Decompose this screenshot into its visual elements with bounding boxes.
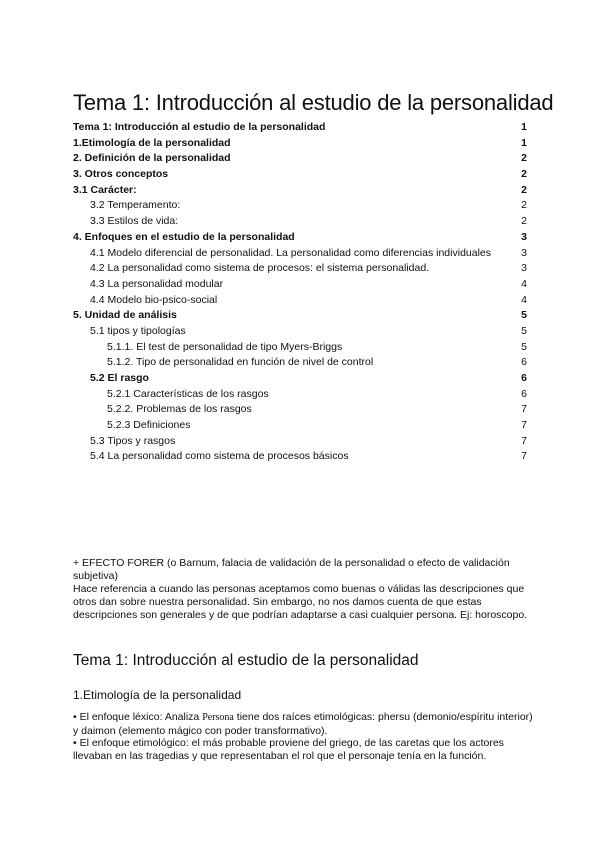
toc-entry-page: 1	[521, 121, 527, 133]
toc-entry-text: 5.1 tipos y tipologías	[90, 324, 186, 337]
toc-entry[interactable]	[73, 449, 527, 465]
forer-effect-note	[73, 557, 533, 622]
bullet-lexical	[73, 711, 535, 737]
toc-entry-text: 4.4 Modelo bio-psico-social	[90, 293, 218, 306]
toc-entry[interactable]	[73, 434, 527, 450]
toc-entry-page: 7	[521, 403, 527, 416]
subsection-title: 1.Etimología de la personalidad	[73, 688, 242, 702]
toc-entry-text: 5.2.3 Definiciones	[107, 419, 191, 432]
toc-entry[interactable]	[73, 151, 527, 167]
note-heading: + EFECTO FORER (o Barnum, falacia de validación de la personalidad o efecto de validación subjetiva)	[73, 557, 510, 582]
toc-entry-page: 5	[521, 340, 527, 353]
toc-entry[interactable]	[73, 198, 527, 214]
toc-entry-text: 4.1 Modelo diferencial de personalidad. La personalidad como diferencias individuales	[90, 246, 492, 259]
toc-entry-text: 3. Otros conceptos	[73, 168, 169, 181]
toc-entry-text: 5.4 La personalidad como sistema de procesos básicos	[90, 450, 349, 463]
toc-entry-page: 2	[521, 215, 527, 228]
toc-entry-page: 2	[521, 183, 527, 196]
toc-entry-text: 3.1 Carácter:	[73, 183, 137, 196]
toc-entry[interactable]	[73, 293, 527, 309]
toc-entry-text: 5.2.2. Problemas de los rasgos	[107, 403, 252, 416]
document-title: Tema 1: Introducción al estudio de la personalidad	[73, 90, 554, 115]
section-title: Tema 1: Introducción al estudio de la personalidad	[73, 652, 419, 669]
toc-entry[interactable]	[73, 324, 527, 340]
toc-entry[interactable]	[73, 277, 527, 293]
toc-entry-text: 5.2 El rasgo	[90, 372, 149, 384]
toc-entry-page: 7	[521, 450, 527, 463]
toc-entry-text: 4. Enfoques en el estudio de la personalidad	[73, 230, 295, 243]
toc-entry-page: 3	[521, 230, 527, 243]
toc-entry-text: 5.3 Tipos y rasgos	[90, 434, 176, 447]
toc-entry-page: 2	[521, 199, 527, 212]
toc-entry[interactable]	[73, 214, 527, 230]
toc-entry-page: 4	[521, 277, 527, 290]
persona-word: Persona	[202, 712, 234, 723]
toc-entry-page: 1	[521, 136, 527, 149]
toc-entry-page: 5	[521, 324, 527, 337]
toc-entry[interactable]	[73, 261, 527, 277]
toc-entry[interactable]	[73, 230, 527, 246]
toc-entry-text: 3.2 Temperamento:	[90, 199, 181, 212]
toc-entry-text: 5.1.2. Tipo de personalidad en función de nivel de control	[107, 356, 374, 369]
table-of-contents	[73, 120, 527, 465]
toc-entry[interactable]	[73, 418, 527, 434]
toc-entry-text: 2. Definición de la personalidad	[73, 152, 231, 165]
toc-entry-page: 6	[521, 372, 527, 384]
toc-entry[interactable]	[73, 308, 527, 324]
toc-entry-page: 7	[521, 419, 527, 432]
bullet-list	[73, 711, 535, 762]
toc-entry-text: 5.2.1 Características de los rasgos	[107, 387, 269, 400]
toc-entry-page: 4	[521, 293, 527, 306]
toc-entry-page: 5	[521, 309, 527, 322]
toc-entry-page: 6	[521, 387, 527, 400]
toc-entry-page: 3	[521, 246, 527, 259]
toc-entry-text: 1.Etimología de la personalidad	[73, 136, 231, 149]
toc-entry-text: 3.3 Estilos de vida:	[90, 215, 179, 228]
toc-entry-text: 4.3 La personalidad modular	[90, 277, 224, 290]
toc-entry[interactable]	[73, 246, 527, 262]
toc-entry-text: 4.2 La personalidad como sistema de procesos: el sistema personalidad.	[90, 262, 430, 275]
toc-entry-page: 2	[521, 152, 527, 165]
bullet-lexical-pre: • El enfoque léxico: Analiza	[73, 711, 203, 723]
toc-entry[interactable]	[73, 387, 527, 403]
toc-entry-text: Tema 1: Introducción al estudio de la personalidad	[73, 121, 326, 133]
toc-entry[interactable]	[73, 136, 527, 152]
toc-entry[interactable]	[73, 402, 527, 418]
toc-entry-page: 2	[521, 168, 527, 181]
bullet-etymological: • El enfoque etimológico: el más probable proviene del griego, de las caretas que los actores llevaban en las tragedias y que representaban el rol que el personaje tenía en la función.	[73, 737, 504, 762]
toc-entry-page: 3	[521, 262, 527, 275]
toc-entry[interactable]	[73, 120, 527, 136]
toc-entry-page: 7	[521, 434, 527, 447]
note-body: Hace referencia a cuando las personas aceptamos como buenas o válidas las descripciones que otros dan sobre nuestra personalidad. Sin embargo, no nos damos cuenta de que estas descripciones son generales y de que podrían adaptarse a casi cualquier persona. Ej: horoscopo.	[73, 583, 528, 621]
toc-entry[interactable]	[73, 167, 527, 183]
toc-entry-text: 5.1.1. El test de personalidad de tipo Myers-Briggs	[107, 340, 343, 353]
bullet-lexical-post: tiene dos raíces etimológicas: phersu (demonio/espíritu interior) y daimon (elemento mágico con poder transformativo).	[73, 711, 533, 737]
toc-entry[interactable]	[73, 183, 527, 199]
toc-entry[interactable]	[73, 355, 527, 371]
toc-entry-text: 5. Unidad de análisis	[73, 309, 177, 322]
toc-entry[interactable]	[73, 371, 527, 387]
toc-entry[interactable]	[73, 340, 527, 356]
toc-entry-page: 6	[521, 356, 527, 369]
